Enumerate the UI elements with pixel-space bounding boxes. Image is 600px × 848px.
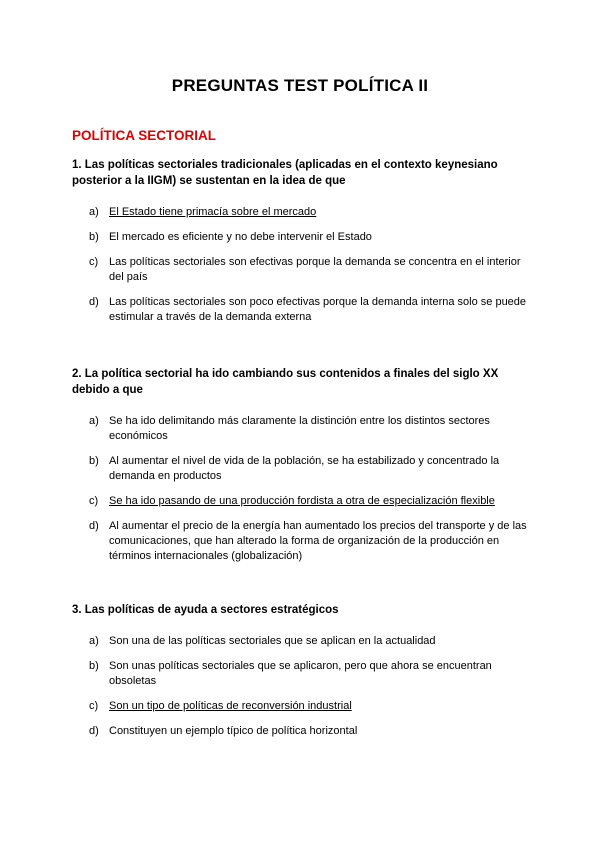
option-c xyxy=(72,699,532,714)
option-text: Se ha ido delimitando más claramente la distinción entre los distintos sectores económicos xyxy=(109,415,490,442)
answer-options xyxy=(72,414,532,564)
option-letter: c) xyxy=(89,495,99,507)
option-a xyxy=(72,634,532,649)
option-b xyxy=(72,454,532,484)
option-c xyxy=(72,255,532,285)
option-text-correct: El Estado tiene primacía sobre el mercado xyxy=(109,206,317,218)
section-heading: POLÍTICA SECTORIAL xyxy=(72,128,217,143)
question-2 xyxy=(72,366,532,574)
question-text: 2. La política sectorial ha ido cambiando sus contenidos a finales del siglo XX debido a que xyxy=(72,368,499,396)
option-letter: c) xyxy=(89,700,99,712)
option-a xyxy=(72,205,532,220)
question-text: 1. Las políticas sectoriales tradicionales (aplicadas en el contexto keynesiano posterior a la IIGM) se sustentan en la idea de que xyxy=(72,159,498,187)
option-a xyxy=(72,414,532,444)
option-text-correct: Son un tipo de políticas de reconversión industrial xyxy=(109,700,352,712)
option-b xyxy=(72,659,532,689)
option-letter: d) xyxy=(89,520,99,532)
option-text: Al aumentar el precio de la energía han aumentado los precios del transporte y de las comunicaciones, que han alterado la forma de organización de la producción en términos internacionales (globalización) xyxy=(109,520,527,562)
document-title: PREGUNTAS TEST POLÍTICA II xyxy=(171,76,429,95)
option-text: Constituyen un ejemplo típico de política horizontal xyxy=(109,725,358,737)
option-letter: a) xyxy=(89,415,99,427)
option-text: Son unas políticas sectoriales que se aplicaron, pero que ahora se encuentran obsoletas xyxy=(109,660,492,687)
option-c xyxy=(72,494,532,509)
option-text: Al aumentar el nivel de vida de la población, se ha estabilizado y concentrado la demanda en productos xyxy=(109,455,500,482)
answer-options xyxy=(72,634,532,739)
option-letter: b) xyxy=(89,455,99,467)
option-text: El mercado es eficiente y no debe intervenir el Estado xyxy=(109,231,372,243)
option-text: Las políticas sectoriales son poco efectivas porque la demanda interna solo se puede estimular a través de la demanda externa xyxy=(109,296,527,323)
option-d xyxy=(72,724,532,739)
option-d xyxy=(72,295,532,325)
option-b xyxy=(72,230,532,245)
option-letter: b) xyxy=(89,660,99,672)
option-d xyxy=(72,519,532,564)
option-letter: a) xyxy=(89,635,99,647)
question-text: 3. Las políticas de ayuda a sectores estratégicos xyxy=(72,604,339,616)
option-letter: b) xyxy=(89,231,99,243)
option-text: Las políticas sectoriales son efectivas porque la demanda se concentra en el interior del país xyxy=(109,256,521,283)
question-1 xyxy=(72,157,532,335)
option-letter: d) xyxy=(89,725,99,737)
answer-options xyxy=(72,205,532,325)
option-text-correct: Se ha ido pasando de una producción fordista a otra de especialización flexible xyxy=(109,495,495,507)
option-letter: c) xyxy=(89,256,99,268)
option-text: Son una de las políticas sectoriales que se aplican en la actualidad xyxy=(109,635,436,647)
option-letter: a) xyxy=(89,206,99,218)
option-letter: d) xyxy=(89,296,99,308)
question-3 xyxy=(72,602,532,749)
